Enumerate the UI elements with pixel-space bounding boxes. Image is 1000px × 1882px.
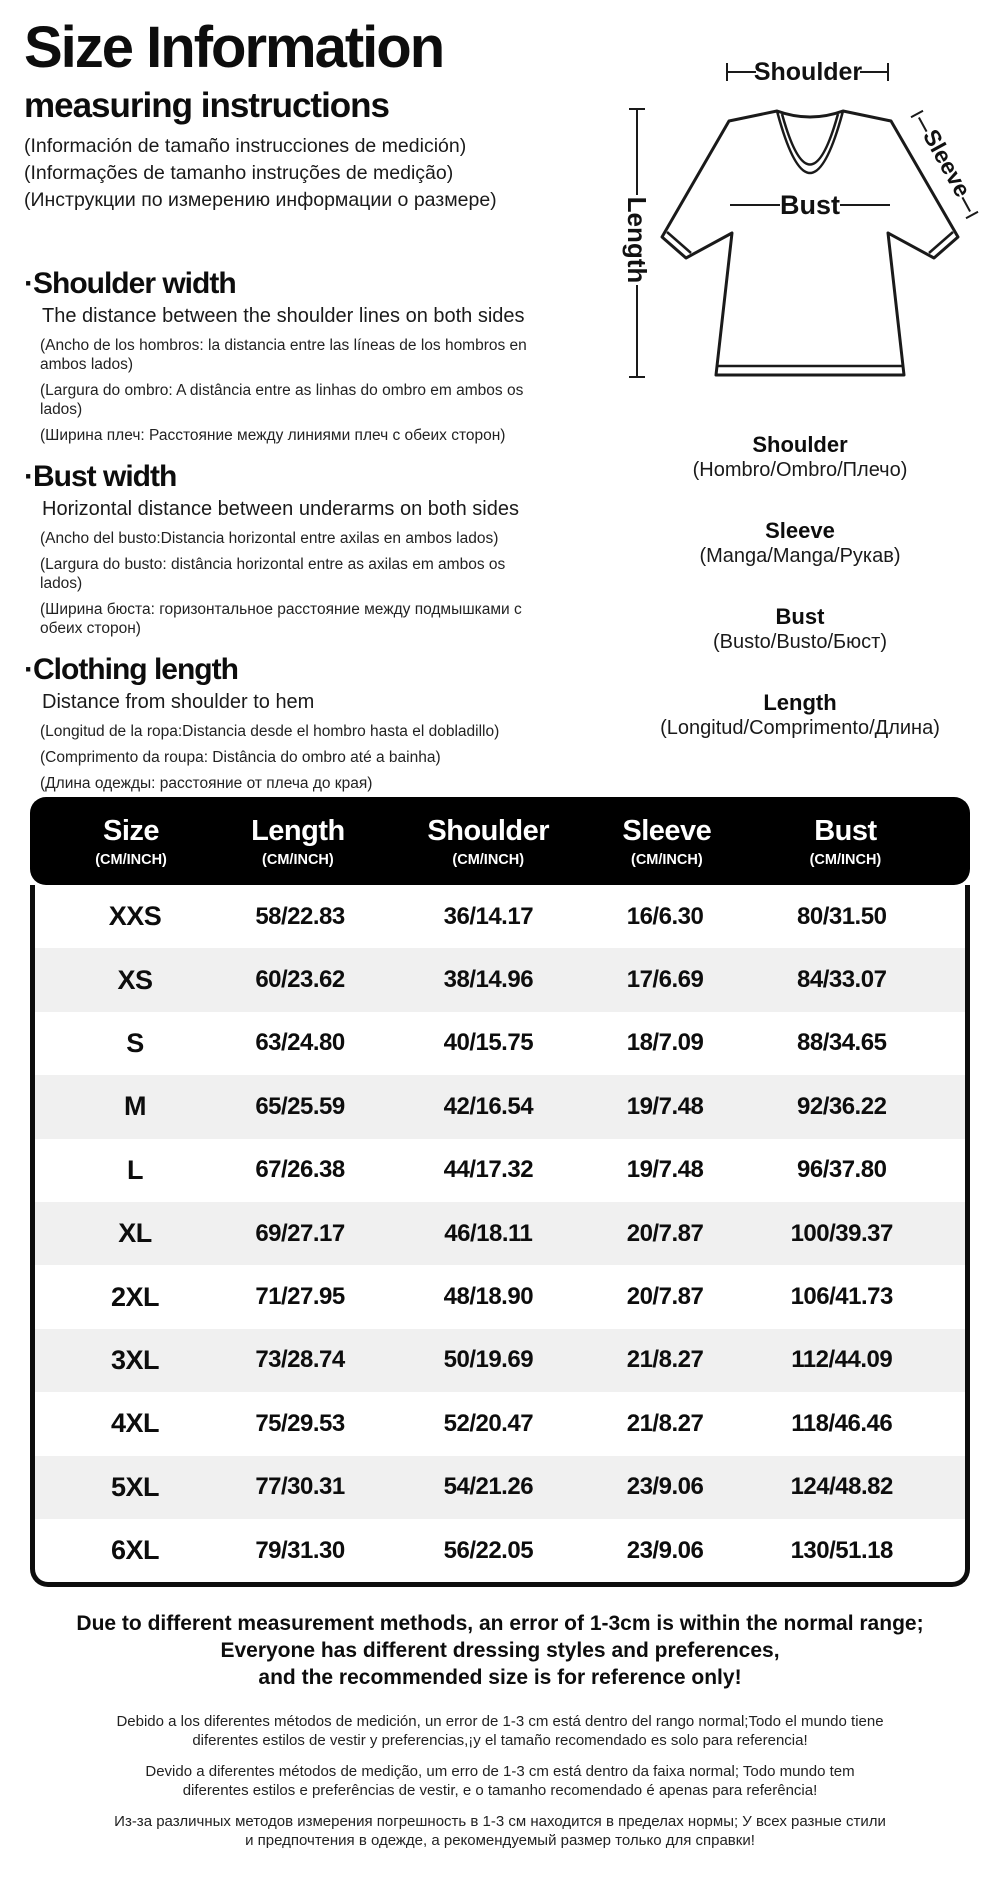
section-title: ·Bust width [24,460,177,493]
cell-sleeve: 19/7.48 [626,1156,704,1184]
cell-bust: 80/31.50 [797,902,887,930]
table-row-xl [35,1202,965,1265]
label-translation: (Manga/Manga/Рукав) [699,545,901,567]
note-spanish [0,1712,1000,1750]
column-title: Shoulder [427,814,550,847]
cell-sleeve: 17/6.69 [626,966,704,994]
section-subtitle: Distance from shoulder to hem [42,691,315,713]
measure-labels [560,432,1000,776]
column-title: Length [251,814,345,847]
section-bust-width [24,459,529,638]
label-translation: (Longitud/Comprimento/Длина) [660,717,940,739]
cell-length: 65/25.59 [255,1092,345,1120]
note-line: diferentes estilos e preferências de vestir, e o tamanho recomendado é apenas para referência! [182,1782,818,1799]
cell-shoulder: 40/15.75 [443,1029,534,1057]
note-line: and the recommended size is for reference only! [258,1666,742,1689]
cell-shoulder: 56/22.05 [443,1536,534,1564]
cell-sleeve: 16/6.30 [626,902,704,930]
diagram-length-label: Length [622,196,652,284]
cell-length: 79/31.30 [255,1536,345,1564]
section-translation-es: (Ancho de los hombros: la distancia entre las líneas de los hombros en ambos lados) [40,337,527,373]
page-subtitle: measuring instructions [24,85,390,125]
cell-sleeve: 23/9.06 [626,1536,704,1564]
cell-sleeve: 20/7.87 [626,1283,704,1311]
column-unit: (CM/INCH) [95,851,167,868]
cell-sleeve: 21/8.27 [626,1346,704,1374]
column-header-length [232,815,364,868]
tshirt-illustration [510,25,995,425]
cell-shoulder: 44/17.32 [443,1156,534,1184]
cell-length: 75/29.53 [255,1409,345,1437]
label-bust [560,604,1000,654]
cell-sleeve: 23/9.06 [626,1473,704,1501]
section-shoulder-width [24,266,529,445]
note-line: Из-за различных методов измерения погрешность в 1-3 см находится в пределах нормы; У всех разные стили [114,1813,886,1830]
column-header-sleeve [613,815,721,868]
note-line: Due to different measurement methods, an error of 1-3cm is within the normal range; [76,1612,924,1635]
table-row-4xl [35,1392,965,1455]
table-row-5xl [35,1456,965,1519]
section-translation-pt: (Comprimento da roupa: Distância do ombro até a bainha) [40,749,441,766]
column-title: Size [103,814,160,847]
size-table [30,797,970,1587]
section-subtitle: The distance between the shoulder lines on both sides [42,305,525,327]
cell-size: XL [118,1218,152,1249]
table-row-s [35,1012,965,1075]
cell-length: 71/27.95 [255,1283,345,1311]
cell-sleeve: 18/7.09 [626,1029,704,1057]
cell-length: 60/23.62 [255,966,345,994]
cell-sleeve: 21/8.27 [626,1409,704,1437]
note-line: Devido a diferentes métodos de medição, um erro de 1-3 cm está dentro da faixa normal; Todo mundo tem [145,1763,855,1780]
cell-shoulder: 38/14.96 [443,966,534,994]
column-header-size [30,815,232,868]
cell-size: 2XL [110,1281,159,1312]
table-row-3xl [35,1329,965,1392]
section-title: ·Clothing length [24,653,238,686]
header [24,16,524,213]
cell-length: 73/28.74 [255,1346,345,1374]
cell-size: L [126,1154,143,1185]
section-clothing-length [24,652,529,793]
cell-shoulder: 52/20.47 [443,1409,534,1437]
label-translation: (Busto/Busto/Бюст) [712,631,887,653]
note-portuguese [0,1762,1000,1800]
section-subtitle: Horizontal distance between underarms on both sides [42,498,519,520]
size-table-body [30,885,970,1587]
section-translation-ru: (Ширина бюста: горизонтальное расстояние между подмышками с обеих сторон) [40,601,522,637]
cell-length: 77/30.31 [255,1473,345,1501]
cell-bust: 88/34.65 [797,1029,887,1057]
cell-bust: 130/51.18 [790,1536,893,1564]
cell-size: M [123,1091,146,1122]
column-unit: (CM/INCH) [452,851,525,868]
cell-bust: 96/37.80 [797,1156,887,1184]
table-row-m [35,1075,965,1138]
cell-shoulder: 50/19.69 [443,1346,534,1374]
note-line: и предпочтения в одежде, а рекомендуемый размер только для справки! [245,1832,755,1849]
column-title: Bust [814,814,877,847]
cell-shoulder: 48/18.90 [443,1283,534,1311]
cell-size: XS [117,964,153,995]
table-row-2xl [35,1265,965,1328]
column-unit: (CM/INCH) [630,851,703,868]
table-row-6xl [35,1519,965,1582]
section-translation-ru: (Длина одежды: расстояние от плеча до края) [40,775,373,792]
section-translation-ru: (Ширина плеч: Расстояние между линиями плеч с обеих сторон) [40,427,506,444]
cell-bust: 106/41.73 [790,1283,893,1311]
section-translation-pt: (Largura do ombro: A distância entre as linhas do ombro em ambos os lados) [40,382,524,418]
cell-size: 4XL [110,1408,159,1439]
section-translation-pt: (Largura do busto: distância horizontal entre as axilas em ambos os lados) [40,556,506,592]
tshirt-diagram [510,25,995,425]
label-sleeve [560,518,1000,568]
note-line: diferentes estilos de vestir y preferencias,¡y el tamaño recomendado es solo para referencia! [192,1732,808,1749]
table-row-xxs [35,885,965,948]
cell-size: S [126,1027,144,1058]
note-line: Everyone has different dressing styles and preferences, [220,1639,780,1662]
cell-size: XXS [108,901,162,932]
tshirt-outline [662,111,958,375]
diagram-bust-label: Bust [780,190,840,220]
label-length [560,690,1000,740]
table-row-l [35,1139,965,1202]
section-translation-es: (Ancho del busto:Distancia horizontal entre axilas en ambos lados) [40,530,499,547]
diagram-shoulder-label: Shoulder [753,58,863,86]
cell-bust: 100/39.37 [790,1219,893,1247]
note-russian [0,1812,1000,1850]
column-title: Sleeve [622,814,712,847]
label-shoulder [560,432,1000,482]
cell-bust: 124/48.82 [790,1473,893,1501]
label-name: Bust [775,604,825,629]
cell-shoulder: 42/16.54 [443,1092,534,1120]
cell-shoulder: 36/14.17 [443,902,534,930]
cell-size: 5XL [110,1471,159,1502]
cell-size: 3XL [110,1344,159,1375]
cell-bust: 84/33.07 [797,966,887,994]
cell-size: 6XL [110,1535,159,1566]
column-unit: (CM/INCH) [809,851,882,868]
title-translation-pt: (Informações de tamanho instruções de medição) [24,162,454,185]
note-line: Debido a los diferentes métodos de medición, un error de 1-3 cm está dentro del rango normal;Todo el mundo tiene [116,1713,884,1730]
diagram-sleeve-label: Sleeve [917,124,977,202]
size-table-header [30,797,970,885]
cell-sleeve: 19/7.48 [626,1092,704,1120]
cell-length: 67/26.38 [255,1156,345,1184]
section-translation-es: (Longitud de la ropa:Distancia desde el hombro hasta el dobladillo) [40,723,500,740]
label-name: Sleeve [765,518,835,543]
cell-length: 58/22.83 [255,902,345,930]
label-name: Shoulder [752,432,848,457]
page-title: Size Information [24,15,444,80]
title-translation-ru: (Инструкции по измерению информации о размере) [24,189,497,212]
section-title: ·Shoulder width [24,267,236,300]
measuring-sections [24,252,529,793]
cell-length: 63/24.80 [255,1029,345,1057]
cell-bust: 92/36.22 [797,1092,887,1120]
label-name: Length [763,690,837,715]
cell-shoulder: 46/18.11 [444,1219,533,1247]
cell-bust: 112/44.09 [791,1346,893,1374]
note-english [0,1610,1000,1691]
cell-length: 69/27.17 [255,1219,345,1247]
cell-bust: 118/46.46 [791,1409,893,1437]
column-header-shoulder [364,815,613,868]
cell-sleeve: 20/7.87 [626,1219,704,1247]
column-unit: (CM/INCH) [262,851,334,868]
column-header-bust [721,815,970,868]
title-translation-es: (Información de tamaño instrucciones de medición) [24,135,467,158]
cell-shoulder: 54/21.26 [443,1473,534,1501]
label-translation: (Hombro/Ombro/Плечо) [692,459,908,481]
table-row-xs [35,948,965,1011]
